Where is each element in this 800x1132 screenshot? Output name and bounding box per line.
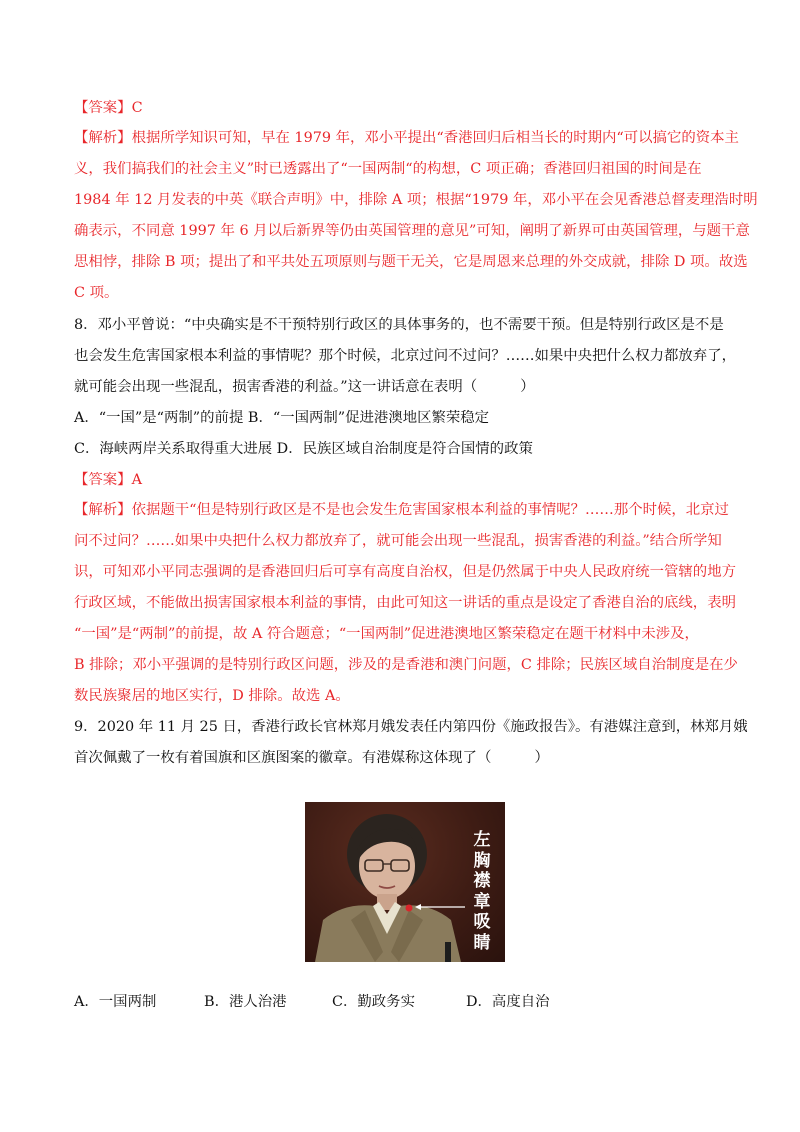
q8-analysis-line: 识，可知邓小平同志强调的是香港回归后可享有高度自治权，但是仍然属于中央人民政府统一管辖的地方 <box>74 564 736 580</box>
photo-caption-char: 胸 <box>473 850 491 871</box>
q9-option-d: D．高度自治 <box>466 994 550 1010</box>
q8-stem-line: 就可能会出现一些混乱，损害香港的利益。”这一讲话意在表明（ ） <box>74 379 535 395</box>
q7-analysis-line: 【解析】根据所学知识可知，早在 1979 年，邓小平提出“香港回归后相当长的时期内“可以搞它的资本主 <box>74 130 739 146</box>
q8-stem-line: 8．邓小平曾说：“中央确实是不干预特别行政区的具体事务的，也不需要干预。但是特别行政区是不是 <box>74 317 724 333</box>
photo-caption-char: 吸 <box>473 912 491 932</box>
photo-caption-char: 章 <box>473 891 491 912</box>
q7-analysis-line: 思相悖，排除 B 项；提出了和平共处五项原则与题干无关，它是周恩来总理的外交成就，排除 D 项。故选 <box>74 254 748 270</box>
q8-analysis-line: 【解析】依据题干“但是特别行政区是不是也会发生危害国家根本利益的事情呢？……那个时候，北京过 <box>74 502 729 518</box>
q9-options <box>74 992 734 1012</box>
q9-option-c: C．勤政务实 <box>332 994 415 1010</box>
photo-caption-char: 襟 <box>473 871 491 891</box>
q9-stem-line: 首次佩戴了一枚有着国旗和区旗图案的徽章。有港媒称这体现了（ ） <box>74 750 549 766</box>
q8-option-line: C．海峡两岸关系取得重大进展 D．民族区域自治制度是符合国情的政策 <box>74 441 533 457</box>
q7-analysis-line: 1984 年 12 月发表的中英《联合声明》中，排除 A 项；根据“1979 年，邓小平在会见香港总督麦理浩时明 <box>74 192 758 208</box>
photo-caption-char: 左 <box>473 830 491 850</box>
q8-option-line: A．“一国”是“两制”的前提 B．“一国两制”促进港澳地区繁荣稳定 <box>74 410 490 426</box>
q9-option-b: B．港人治港 <box>204 994 287 1010</box>
q8-answer: 【答案】A <box>74 472 142 488</box>
q8-analysis-line: B 排除；邓小平强调的是特别行政区问题，涉及的是香港和澳门问题，C 排除；民族区域自治制度是在少 <box>74 657 738 673</box>
q9-option-a: A．一国两制 <box>74 994 157 1010</box>
q8-analysis-line: 行政区域，不能做出损害国家根本利益的事情，由此可知这一讲话的重点是设定了香港自治的底线，表明 <box>74 595 736 611</box>
q8-analysis-line: 问不过问？……如果中央把什么权力都放弃了，就可能会出现一些混乱，损害香港的利益。”结合所学知 <box>74 533 722 549</box>
q9-stem-line: 9．2020 年 11 月 25 日，香港行政长官林郑月娥发表任内第四份《施政报告》。有港媒注意到，林郑月娥 <box>74 719 748 735</box>
photo-caption-char: 睛 <box>473 932 491 953</box>
q7-analysis-line: C 项。 <box>74 285 119 301</box>
q7-answer: 【答案】C <box>74 100 143 116</box>
q8-analysis-line: 数民族聚居的地区实行，D 排除。故选 A。 <box>74 688 350 704</box>
photo-caption <box>469 830 495 953</box>
q8-stem-line: 也会发生危害国家根本利益的事情呢？那个时候，北京过问不过问？……如果中央把什么权力都放弃了， <box>74 348 736 364</box>
q8-analysis-line: “一国”是“两制”的前提，故 A 符合题意；“一国两制”促进港澳地区繁荣稳定在题干材料中未涉及， <box>74 626 699 642</box>
q7-analysis-line: 确表示，不同意 1997 年 6 月以后新界等仍由英国管理的意见”可知，阐明了新界可由英国管理，与题干意 <box>74 223 750 239</box>
q7-analysis-line: 义，我们搞我们的社会主义”时已透露出了“一国两制“的构想，C 项正确；香港回归祖国的时间是在 <box>74 161 702 177</box>
